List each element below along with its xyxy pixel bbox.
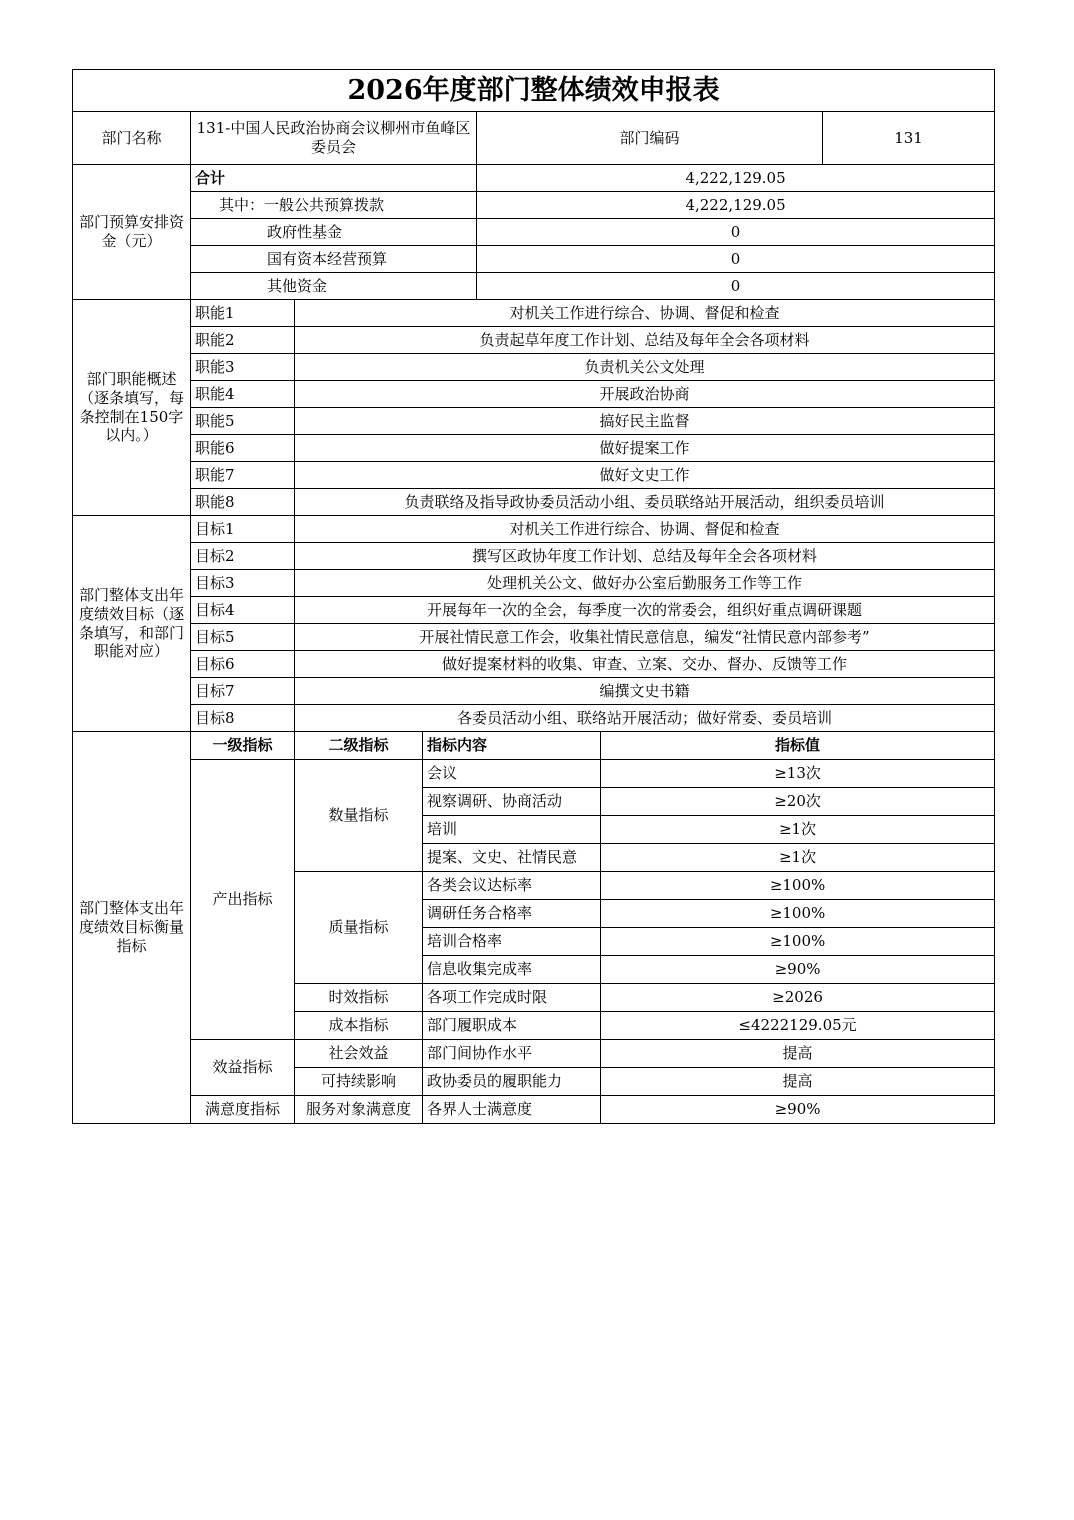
header-content: 指标内容 — [423, 732, 601, 760]
indicators-section-label: 部门整体支出年度绩效目标衡量指标 — [73, 732, 191, 1124]
level2-quantity: 数量指标 — [295, 760, 423, 872]
function-label: 职能5 — [191, 408, 295, 435]
budget-row-label: 政府性基金 — [191, 219, 477, 246]
budget-row-value: 0 — [477, 273, 995, 300]
function-text: 做好提案工作 — [295, 435, 995, 462]
goals-section-label: 部门整体支出年度绩效目标（逐条填写，和部门职能对应） — [73, 516, 191, 732]
indicator-content: 培训合格率 — [423, 928, 601, 956]
budget-row-label: 其中：一般公共预算拨款 — [191, 192, 477, 219]
indicator-content: 会议 — [423, 760, 601, 788]
level2-service: 服务对象满意度 — [295, 1096, 423, 1124]
dept-code-value: 131 — [823, 112, 995, 165]
functions-section-label: 部门职能概述（逐条填写，每条控制在150字以内。） — [73, 300, 191, 516]
level1-satisfaction: 满意度指标 — [191, 1096, 295, 1124]
goal-text: 各委员活动小组、联络站开展活动；做好常委、委员培训 — [295, 705, 995, 732]
budget-row-value: 4,222,129.05 — [477, 165, 995, 192]
goal-text: 做好提案材料的收集、审查、立案、交办、督办、反馈等工作 — [295, 651, 995, 678]
goal-label: 目标2 — [191, 543, 295, 570]
budget-section-label: 部门预算安排资金（元） — [73, 165, 191, 300]
indicator-content: 提案、文史、社情民意 — [423, 844, 601, 872]
function-label: 职能3 — [191, 354, 295, 381]
level2-sustainable: 可持续影响 — [295, 1068, 423, 1096]
indicator-value: ≤4222129.05元 — [601, 1012, 995, 1040]
indicator-value: ≥1次 — [601, 816, 995, 844]
indicator-value: ≥100% — [601, 872, 995, 900]
function-text: 负责起草年度工作计划、总结及每年全会各项材料 — [295, 327, 995, 354]
indicator-content: 各界人士满意度 — [423, 1096, 601, 1124]
indicator-content: 部门履职成本 — [423, 1012, 601, 1040]
indicator-value: ≥90% — [601, 1096, 995, 1124]
function-text: 对机关工作进行综合、协调、督促和检查 — [295, 300, 995, 327]
goal-text: 编撰文史书籍 — [295, 678, 995, 705]
function-text: 开展政治协商 — [295, 381, 995, 408]
level2-quality: 质量指标 — [295, 872, 423, 984]
indicator-value: ≥100% — [601, 928, 995, 956]
dept-name-value: 131-中国人民政治协商会议柳州市鱼峰区委员会 — [191, 112, 477, 165]
function-label: 职能1 — [191, 300, 295, 327]
function-label: 职能8 — [191, 489, 295, 516]
budget-row-label: 其他资金 — [191, 273, 477, 300]
level2-social: 社会效益 — [295, 1040, 423, 1068]
indicator-value: ≥100% — [601, 900, 995, 928]
indicator-value: 提高 — [601, 1068, 995, 1096]
indicator-content: 各项工作完成时限 — [423, 984, 601, 1012]
function-text: 搞好民主监督 — [295, 408, 995, 435]
indicator-value: ≥90% — [601, 956, 995, 984]
function-label: 职能2 — [191, 327, 295, 354]
function-text: 做好文史工作 — [295, 462, 995, 489]
indicator-content: 培训 — [423, 816, 601, 844]
goal-text: 开展每年一次的全会，每季度一次的常委会，组织好重点调研课题 — [295, 597, 995, 624]
form-title: 2026年度部门整体绩效申报表 — [73, 70, 995, 112]
performance-form-table — [72, 69, 995, 1124]
indicator-value: ≥2026 — [601, 984, 995, 1012]
goal-text: 撰写区政协年度工作计划、总结及每年全会各项材料 — [295, 543, 995, 570]
level2-cost: 成本指标 — [295, 1012, 423, 1040]
goal-text: 对机关工作进行综合、协调、督促和检查 — [295, 516, 995, 543]
function-label: 职能6 — [191, 435, 295, 462]
function-text: 负责机关公文处理 — [295, 354, 995, 381]
indicator-content: 政协委员的履职能力 — [423, 1068, 601, 1096]
header-level1: 一级指标 — [191, 732, 295, 760]
level1-benefit: 效益指标 — [191, 1040, 295, 1096]
indicator-content: 各类会议达标率 — [423, 872, 601, 900]
level2-timeliness: 时效指标 — [295, 984, 423, 1012]
goal-label: 目标3 — [191, 570, 295, 597]
function-label: 职能7 — [191, 462, 295, 489]
budget-row-value: 0 — [477, 219, 995, 246]
budget-row-label: 合计 — [191, 165, 477, 192]
goal-label: 目标1 — [191, 516, 295, 543]
goal-label: 目标4 — [191, 597, 295, 624]
indicator-content: 部门间协作水平 — [423, 1040, 601, 1068]
header-value: 指标值 — [601, 732, 995, 760]
indicator-content: 调研任务合格率 — [423, 900, 601, 928]
header-level2: 二级指标 — [295, 732, 423, 760]
goal-label: 目标6 — [191, 651, 295, 678]
dept-name-label: 部门名称 — [73, 112, 191, 165]
goal-label: 目标5 — [191, 624, 295, 651]
indicator-value: ≥13次 — [601, 760, 995, 788]
function-text: 负责联络及指导政协委员活动小组、委员联络站开展活动，组织委员培训 — [295, 489, 995, 516]
budget-row-label: 国有资本经营预算 — [191, 246, 477, 273]
goal-label: 目标7 — [191, 678, 295, 705]
indicator-value: 提高 — [601, 1040, 995, 1068]
budget-row-value: 0 — [477, 246, 995, 273]
function-label: 职能4 — [191, 381, 295, 408]
indicator-value: ≥1次 — [601, 844, 995, 872]
goal-text: 开展社情民意工作会，收集社情民意信息，编发“社情民意内部参考” — [295, 624, 995, 651]
budget-row-value: 4,222,129.05 — [477, 192, 995, 219]
goal-label: 目标8 — [191, 705, 295, 732]
indicator-value: ≥20次 — [601, 788, 995, 816]
goal-text: 处理机关公文、做好办公室后勤服务工作等工作 — [295, 570, 995, 597]
level1-output: 产出指标 — [191, 760, 295, 1040]
indicator-content: 视察调研、协商活动 — [423, 788, 601, 816]
dept-code-label: 部门编码 — [477, 112, 823, 165]
indicator-content: 信息收集完成率 — [423, 956, 601, 984]
